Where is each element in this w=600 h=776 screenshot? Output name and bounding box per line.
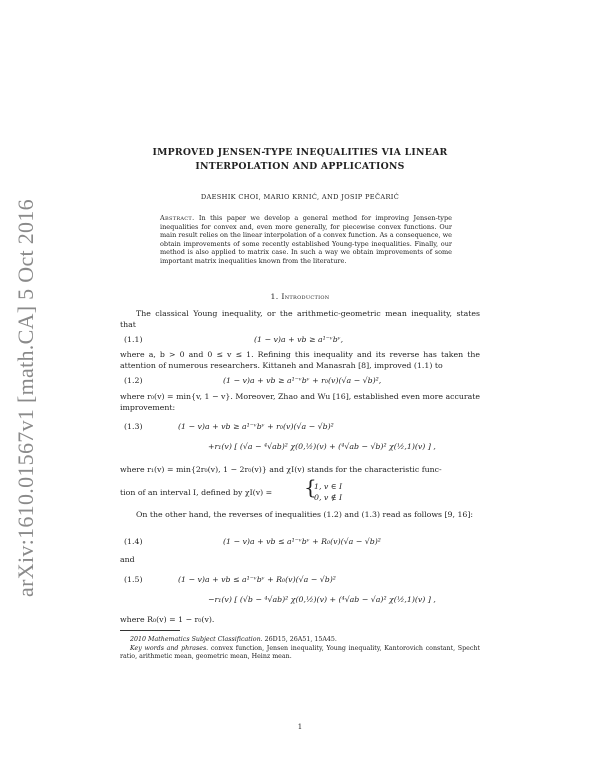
equation-number: (1.2) bbox=[124, 376, 143, 385]
connective-and: and bbox=[120, 555, 135, 564]
footnote-keywords-label: Key words and phrases. bbox=[130, 645, 209, 652]
paragraph-2: where a, b > 0 and 0 ≤ v ≤ 1. Refining this inequality and its reverse has taken the attention of numerous researchers. Kittaneh and Manasrah [8], improved (1.1) to bbox=[120, 350, 480, 370]
title-line-2: INTERPOLATION AND APPLICATIONS bbox=[195, 161, 405, 172]
abstract-text: In this paper we develop a general method for improving Jensen-type inequalities for convex and, even more generally, for piecewise convex functions. Our main result relies on the linear interpolation of a convex function. As a consequence, we obtain improvements of some recently established Young-type inequalities. Finally, our method is also applied to matrix case. In such a way we obtain improvements of some important matrix inequalities known from the literature. bbox=[160, 214, 452, 265]
case-1: 1, v ∈ I bbox=[314, 482, 343, 491]
equation-1-1 bbox=[120, 335, 480, 347]
equation-body: −r₁(v) [ (√b − ⁴√ab)² χ(0,½)(v) + (⁴√ab − √a)² χ(½,1)(v) ] , bbox=[208, 595, 436, 604]
paragraph-3: where r₀(v) = min{v, 1 − v}. Moreover, Zhao and Wu [16], established even more accurate improvement: bbox=[120, 392, 480, 412]
equation-1-4 bbox=[120, 537, 480, 549]
paragraph-1: The classical Young inequality, or the arithmetic-geometric mean inequality, states that bbox=[120, 309, 480, 329]
paper-title bbox=[120, 146, 480, 174]
paragraph-6: On the other hand, the reverses of inequalities (1.2) and (1.3) read as follows [9, 16]: bbox=[136, 510, 474, 519]
equation-1-5-line-1 bbox=[120, 575, 480, 587]
equation-1-5-line-2 bbox=[120, 595, 480, 607]
arxiv-id: arXiv:1610.01567v1 [math.CA] 5 Oct 2016 bbox=[13, 199, 38, 597]
paragraph-5 bbox=[120, 475, 480, 506]
paragraph-7: where R₀(v) = 1 − r₀(v). bbox=[120, 615, 215, 624]
equation-1-3-line-1 bbox=[120, 422, 480, 434]
footnote-msc bbox=[120, 636, 480, 644]
footnote-keywords bbox=[120, 645, 480, 662]
case-2: 0, v ∉ I bbox=[314, 493, 343, 502]
footnote-keywords-text: convex function, Jensen inequality, Young inequality, Kantorovich constant, Specht ratio, arithmetic mean, geometric mean, Heinz mean. bbox=[120, 645, 480, 661]
equation-body: (1 − v)a + vb ≤ a¹⁻ᵛbᵛ + R₀(v)(√a − √b)² bbox=[178, 575, 336, 584]
equation-1-3-line-2 bbox=[120, 442, 480, 454]
equation-body: (1 − v)a + vb ≥ a¹⁻ᵛbᵛ, bbox=[254, 335, 344, 344]
equation-number: (1.3) bbox=[124, 422, 143, 431]
equation-number: (1.5) bbox=[124, 575, 143, 584]
paragraph-4: where r₁(v) = min{2r₀(v), 1 − 2r₀(v)} and χI(v) stands for the characteristic func- bbox=[120, 465, 442, 474]
title-line-1: IMPROVED JENSEN-TYPE INEQUALITIES VIA LINEAR bbox=[152, 147, 448, 158]
equation-body: +r₁(v) [ (√a − ⁴√ab)² χ(0,½)(v) + (⁴√ab − √b)² χ(½,1)(v) ] , bbox=[208, 442, 436, 451]
abstract-label: Abstract. bbox=[160, 214, 195, 222]
arxiv-stamp bbox=[4, 178, 48, 618]
footnote-msc-label: 2010 Mathematics Subject Classification. bbox=[130, 636, 263, 643]
brace-icon: { bbox=[304, 475, 317, 499]
equation-body: (1 − v)a + vb ≥ a¹⁻ᵛbᵛ + r₀(v)(√a − √b)² bbox=[178, 422, 334, 431]
footnote-msc-text: 26D15, 26A51, 15A45. bbox=[264, 636, 337, 643]
equation-1-2 bbox=[120, 376, 480, 388]
equation-number: (1.4) bbox=[124, 537, 143, 546]
equation-number: (1.1) bbox=[124, 335, 143, 344]
equation-body: (1 − v)a + vb ≤ a¹⁻ᵛbᵛ + R₀(v)(√a − √b)² bbox=[223, 537, 381, 546]
abstract bbox=[160, 214, 452, 265]
section-heading: 1. Introduction bbox=[270, 292, 330, 301]
footnote-rule bbox=[120, 630, 180, 631]
page-number: 1 bbox=[297, 723, 303, 731]
equation-body: (1 − v)a + vb ≥ a¹⁻ᵛbᵛ + r₀(v)(√a − √b)², bbox=[223, 376, 382, 385]
author-list: DAESHIK CHOI, MARIO KRNIĆ, AND JOSIP PEČARIĆ bbox=[200, 193, 400, 201]
definition-lead: tion of an interval I, defined by χI(v) = bbox=[120, 488, 273, 497]
